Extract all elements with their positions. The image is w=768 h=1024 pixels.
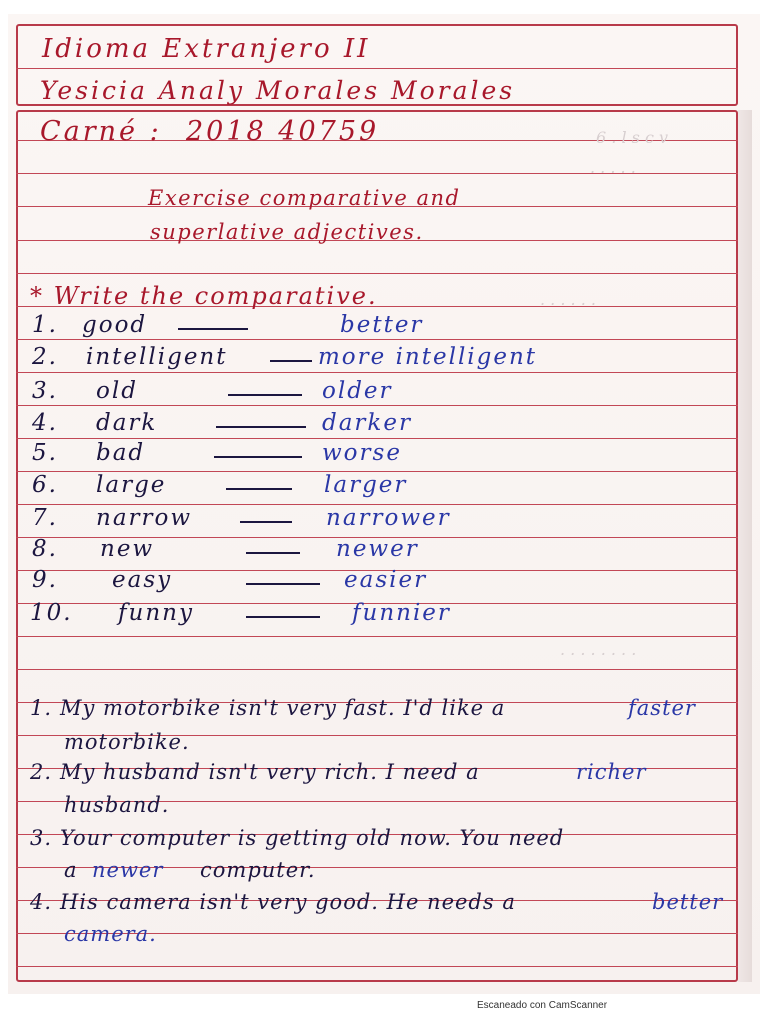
sentence-article: a [64, 858, 78, 882]
adjective: good [82, 312, 148, 338]
bleed-through-mark: 6 . l s c v [596, 128, 669, 147]
comparative-answer: more intelligent [318, 344, 538, 370]
ruled-line [16, 636, 738, 637]
adjective: new [100, 536, 155, 562]
comparative-answer: older [322, 378, 393, 404]
adjective: bad [96, 440, 146, 466]
comparative-answer: easier [344, 567, 428, 593]
comparative-answer: newer [336, 536, 419, 562]
item-number: 5. [32, 440, 58, 466]
bleed-through-mark: . . . . . . [540, 290, 596, 309]
sentence-continuation: computer. [200, 858, 316, 882]
sentence-text: His camera isn't very good. He needs a [60, 890, 516, 914]
item-number: 6. [32, 472, 58, 498]
ruled-line [16, 438, 738, 439]
answer-dash [228, 394, 302, 396]
comparative-answer: larger [324, 472, 408, 498]
carne-label: Carné : [40, 116, 162, 147]
item-number: 9. [32, 567, 58, 593]
adjective: funny [118, 600, 194, 626]
answer-dash [214, 456, 302, 458]
comparative-answer: narrower [326, 505, 451, 531]
sentence-number: 3. [30, 826, 53, 850]
answer-dash [270, 360, 312, 362]
comparative-answer: darker [322, 410, 412, 436]
answer-dash [216, 426, 306, 428]
comparative-answer: better [340, 312, 424, 338]
carne-number: 2018 40759 [186, 116, 380, 147]
answer-dash [246, 616, 320, 618]
item-number: 8. [32, 536, 58, 562]
answer-dash [246, 583, 320, 585]
exercise-subtitle: superlative adjectives. [150, 220, 424, 244]
bleed-through-mark: . . . . . [590, 158, 636, 177]
sentence-text: My motorbike isn't very fast. I'd like a [60, 696, 506, 720]
exercise-title: Exercise comparative and [148, 186, 461, 210]
sentence-number: 2. [30, 760, 53, 784]
adjective: intelligent [86, 344, 228, 370]
item-number: 1. [32, 312, 58, 338]
student-name: Yesicia Analy Morales Morales [40, 76, 516, 105]
sentence-continuation: camera. [64, 922, 157, 946]
sentence-answer: richer [576, 760, 647, 784]
sentence-answer: newer [92, 858, 164, 882]
sentence-answer: faster [628, 696, 696, 720]
item-number: 7. [32, 505, 58, 531]
course-title: Idioma Extranjero II [42, 34, 371, 64]
answer-dash [178, 328, 248, 330]
item-number: 2. [32, 344, 58, 370]
item-number: 4. [32, 410, 58, 436]
comparative-answer: funnier [352, 600, 451, 626]
ruled-line [16, 405, 738, 406]
adjective: dark [96, 410, 158, 436]
sentence-text: Your computer is getting old now. You need [60, 826, 565, 850]
sentence-answer: better [652, 890, 724, 914]
adjective: old [96, 378, 138, 404]
ruled-line [16, 339, 738, 340]
adjective: large [96, 472, 167, 498]
sentence-continuation: motorbike. [64, 730, 190, 754]
answer-dash [246, 552, 300, 554]
section-a-instruction: * Write the comparative. [30, 282, 378, 310]
header-divider [16, 68, 738, 69]
bleed-through-mark: . . . . . . . . [560, 640, 637, 659]
ruled-line [16, 273, 738, 274]
ruled-line [16, 372, 738, 373]
scanner-watermark: Escaneado con CamScanner [477, 1000, 608, 1011]
adjective: narrow [96, 505, 193, 531]
answer-dash [240, 521, 292, 523]
adjective: easy [112, 567, 173, 593]
item-number: 10. [30, 600, 73, 626]
comparative-answer: worse [322, 440, 402, 466]
ruled-line [16, 966, 738, 967]
answer-dash [226, 488, 292, 490]
sentence-number: 1. [30, 696, 53, 720]
sentence-continuation: husband. [64, 793, 170, 817]
item-number: 3. [32, 378, 58, 404]
page-edge-shadow [738, 110, 752, 982]
sentence-number: 4. [30, 890, 53, 914]
sentence-text: My husband isn't very rich. I need a [60, 760, 480, 784]
ruled-line [16, 669, 738, 670]
